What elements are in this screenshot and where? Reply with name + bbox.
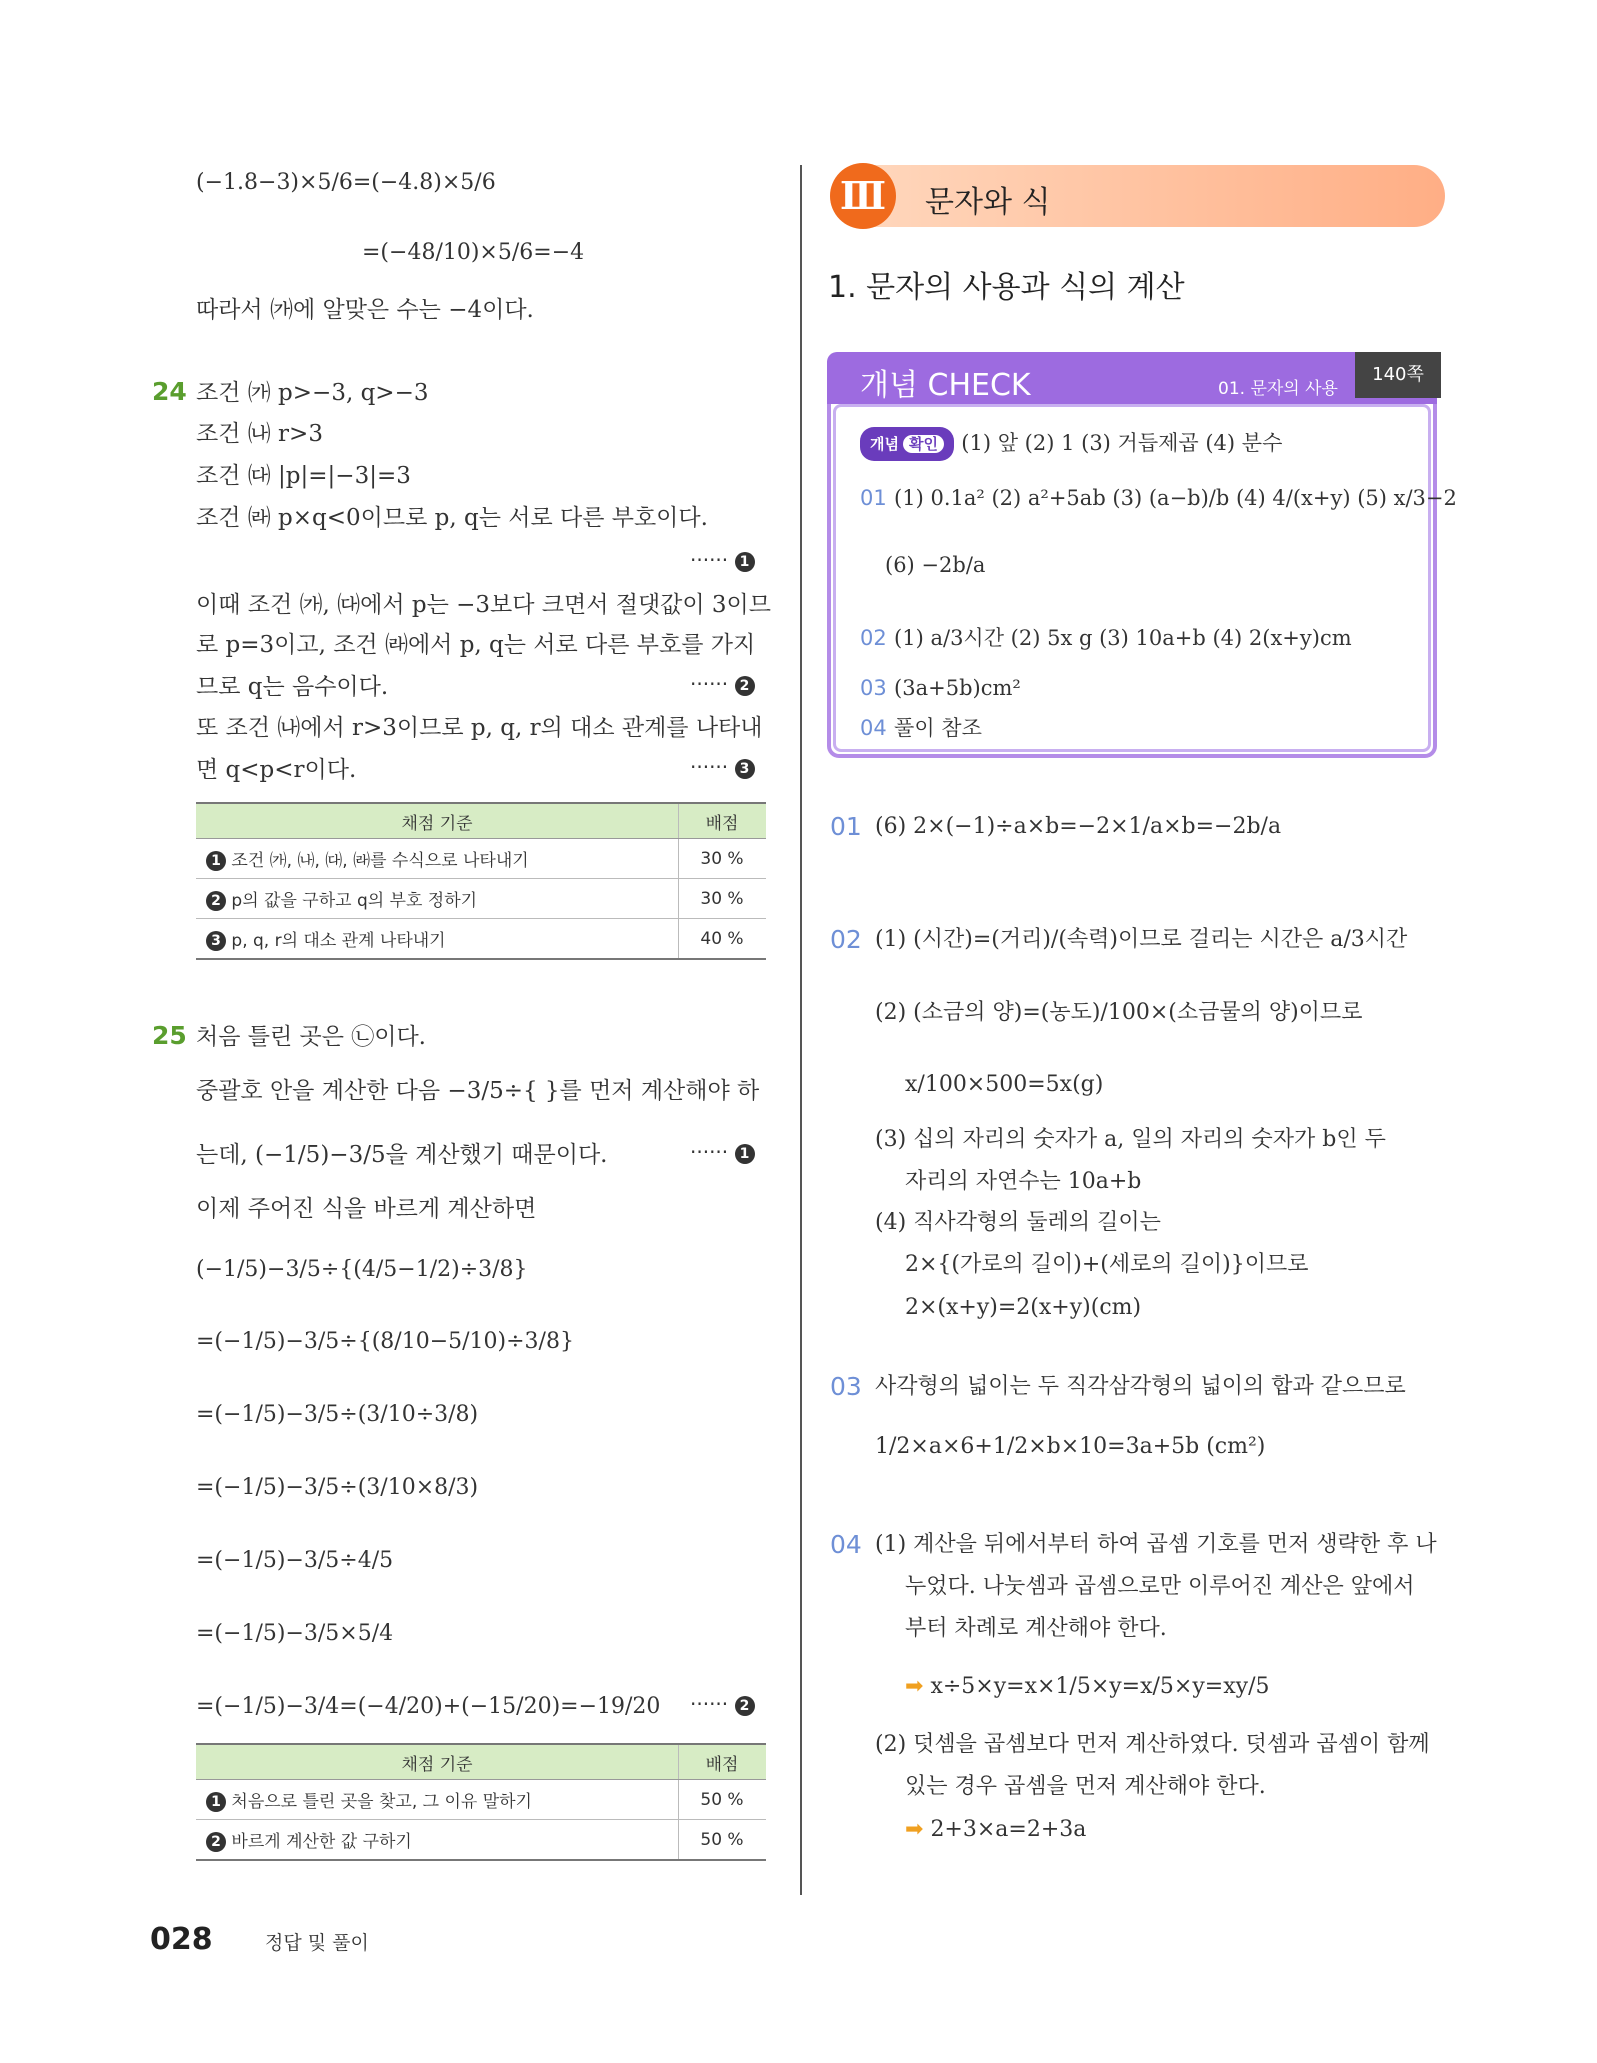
criteria-cell: 1 처음으로 틀린 곳을 찾고, 그 이유 말하기 — [196, 1780, 679, 1820]
score-cell: 50 % — [679, 1780, 767, 1820]
p25-step-7: =(−1/5)−3/4=(−4/20)+(−15/20)=−19/20 — [196, 1694, 661, 1719]
p25-marker-1 — [690, 1140, 755, 1164]
top-equation-1: (−1.8−3)×5/6=(−4.8)×5/6 — [196, 170, 496, 195]
step-marker-1: 1 — [735, 552, 755, 572]
criteria-text: p, q, r의 대소 관계 나타내기 — [231, 931, 446, 951]
p25-step-4: =(−1/5)−3/5÷(3/10×8/3) — [196, 1475, 479, 1500]
criteria-text: 처음으로 틀린 곳을 찾고, 그 이유 말하기 — [231, 1792, 532, 1812]
solution-02-line-2: (2) (소금의 양)=(농도)/100×(소금물의 양)이므로 — [875, 1000, 1363, 1025]
pill-label-b: 확인 — [903, 435, 944, 453]
solution-04-result-1: x÷5×y=x×1/5×y=x/5×y=xy/5 — [930, 1674, 1270, 1699]
arrow-icon: ➡ — [905, 1817, 924, 1842]
table-row — [196, 1820, 766, 1861]
solution-01-number: 01 — [830, 812, 862, 841]
table-row — [196, 1780, 766, 1820]
chapter-badge: Ⅲ — [830, 163, 896, 229]
criteria-text: 조건 ㈎, ㈏, ㈐, ㈑를 수식으로 나타내기 — [231, 851, 529, 871]
p25-step-1: (−1/5)−3/5÷{(4/5−1/2)÷3/8} — [196, 1257, 528, 1282]
concept-confirm-answers: (1) 앞 (2) 1 (3) 거듭제곱 (4) 분수 — [961, 431, 1283, 455]
solution-01-text: (6) 2×(−1)÷a×b=−2×1/a×b=−2b/a — [875, 814, 1282, 839]
p24-marker-1 — [690, 548, 755, 572]
solution-02-number: 02 — [830, 925, 862, 954]
q03-answers: (3a+5b)cm² — [894, 676, 1021, 700]
criteria-header: 채점 기준 — [196, 803, 679, 839]
column-divider — [800, 165, 802, 1895]
p24-line-6: 로 p=3이고, 조건 ㈑에서 p, q는 서로 다른 부호를 가지 — [196, 632, 756, 658]
solution-04-line-6: 있는 경우 곱셈을 먼저 계산해야 한다. — [905, 1774, 1266, 1799]
p25-step-2: =(−1/5)−3/5÷{(8/10−5/10)÷3/8} — [196, 1329, 574, 1354]
criteria-header: 채점 기준 — [196, 1744, 679, 1780]
q01-number: 01 — [860, 486, 887, 510]
problem-25-number: 25 — [152, 1021, 187, 1050]
criteria-cell: 2 바르게 계산한 값 구하기 — [196, 1820, 679, 1861]
arrow-icon: ➡ — [905, 1674, 924, 1699]
p25-intro: 처음 틀린 곳은 ㉡이다. — [196, 1024, 426, 1050]
p25-marker-2 — [690, 1692, 755, 1716]
p25-line-3: 는데, (−1/5)−3/5을 계산했기 때문이다. — [196, 1142, 608, 1168]
solution-03-line-1: 사각형의 넓이는 두 직각삼각형의 넓이의 합과 같으므로 — [875, 1374, 1406, 1399]
chapter-title: 문자와 식 — [925, 185, 1051, 220]
solution-04-line-7 — [905, 1815, 1086, 1845]
score-cell: 30 % — [679, 879, 767, 919]
step-marker-2: 2 — [735, 1696, 755, 1716]
p24-line-7: 므로 q는 음수이다. — [196, 674, 389, 700]
solution-04-line-5: (2) 덧셈을 곱셈보다 먼저 계산하였다. 덧셈과 곱셈이 함께 — [875, 1732, 1430, 1757]
p25-line-4: 이제 주어진 식을 바르게 계산하면 — [196, 1196, 537, 1222]
p25-step-3: =(−1/5)−3/5÷(3/10÷3/8) — [196, 1402, 479, 1427]
p24-line-5: 이때 조건 ㈎, ㈐에서 p는 −3보다 크면서 절댓값이 3이므 — [196, 592, 771, 618]
page-number: 028 — [150, 1922, 213, 1957]
table-header-row — [196, 1744, 766, 1780]
table-row — [196, 919, 766, 960]
q04-number: 04 — [860, 716, 887, 740]
marker-dots: ······ — [690, 548, 729, 572]
footer-label: 정답 및 풀이 — [265, 1932, 369, 1954]
p24-line-8: 또 조건 ㈏에서 r>3이므로 p, q, r의 대소 관계를 나타내 — [196, 715, 763, 741]
p24-line-9: 면 q<p<r이다. — [196, 757, 357, 783]
score-cell: 50 % — [679, 1820, 767, 1861]
problem-24-number: 24 — [152, 377, 187, 406]
q02-answers: (1) a/3시간 (2) 5x g (3) 10a+b (4) 2(x+y)cm — [894, 626, 1352, 650]
table-row — [196, 879, 766, 919]
concept-confirm-pill — [860, 427, 954, 461]
top-conclusion: 따라서 ㈎에 알맞은 수는 −4이다. — [196, 297, 534, 323]
solution-02-line-5: 자리의 자연수는 10a+b — [905, 1169, 1142, 1194]
table-header-row — [196, 803, 766, 839]
p24-line-4: 조건 ㈑ p×q<0이므로 p, q는 서로 다른 부호이다. — [196, 505, 708, 531]
concept-q04-row — [860, 713, 982, 743]
solution-03-line-2: 1/2×a×6+1/2×b×10=3a+5b (cm²) — [875, 1434, 1266, 1459]
p25-step-5: =(−1/5)−3/5÷4/5 — [196, 1548, 394, 1573]
criteria-cell: 2 p의 값을 구하고 q의 부호 정하기 — [196, 879, 679, 919]
marker-dots: ······ — [690, 755, 729, 779]
marker-dots: ······ — [690, 1140, 729, 1164]
chapter-band — [830, 165, 1445, 227]
score-header: 배점 — [679, 1744, 767, 1780]
step-marker-3: 3 — [735, 759, 755, 779]
solution-04-line-4 — [905, 1672, 1269, 1702]
pill-label-a: 개념 — [870, 435, 899, 453]
solution-02-line-4: (3) 십의 자리의 숫자가 a, 일의 자리의 숫자가 b인 두 — [875, 1127, 1386, 1152]
solution-02-line-7: 2×{(가로의 길이)+(세로의 길이)}이므로 — [905, 1252, 1309, 1277]
p24-line-3: 조건 ㈐ |p|=|−3|=3 — [196, 463, 411, 489]
p24-marker-3 — [690, 755, 755, 779]
solution-04-line-2: 누었다. 나눗셈과 곱셈으로만 이루어진 계산은 앞에서 — [905, 1574, 1415, 1599]
solution-04-line-3: 부터 차례로 계산해야 한다. — [905, 1616, 1167, 1641]
p24-line-2: 조건 ㈏ r>3 — [196, 421, 323, 447]
p25-line-2: 중괄호 안을 계산한 다음 −3/5÷{ }를 먼저 계산해야 하 — [196, 1078, 760, 1104]
q04-answers: 풀이 참조 — [894, 716, 982, 740]
criteria-text: p의 값을 구하고 q의 부호 정하기 — [231, 891, 478, 911]
solution-02-line-3: x/100×500=5x(g) — [905, 1072, 1104, 1097]
score-cell: 40 % — [679, 919, 767, 960]
concept-check-subtitle: 01. 문자의 사용 — [1218, 379, 1338, 399]
section-title: 1. 문자의 사용과 식의 계산 — [828, 270, 1185, 305]
solution-02-line-6: (4) 직사각형의 둘레의 길이는 — [875, 1210, 1161, 1235]
p25-step-6: =(−1/5)−3/5×5/4 — [196, 1621, 394, 1646]
top-equation-2: =(−48/10)×5/6=−4 — [362, 240, 585, 265]
solution-04-result-2: 2+3×a=2+3a — [930, 1817, 1087, 1842]
solution-03-number: 03 — [830, 1372, 862, 1401]
p24-grading-table — [196, 802, 766, 960]
concept-confirm-row — [860, 427, 1282, 461]
solution-04-number: 04 — [830, 1530, 862, 1559]
score-header: 배점 — [679, 803, 767, 839]
q03-number: 03 — [860, 676, 887, 700]
q01-answer-6: (6) −2b/a — [885, 553, 986, 577]
p24-line-1: 조건 ㈎ p>−3, q>−3 — [196, 380, 429, 406]
solution-02-line-1: (1) (시간)=(거리)/(속력)이므로 걸리는 시간은 a/3시간 — [875, 927, 1408, 952]
concept-q03-row — [860, 673, 1021, 703]
q02-number: 02 — [860, 626, 887, 650]
p24-marker-2 — [690, 672, 755, 696]
solution-02-line-8: 2×(x+y)=2(x+y)(cm) — [905, 1295, 1142, 1320]
p25-grading-table — [196, 1743, 766, 1861]
concept-q01-row — [860, 483, 1457, 513]
marker-dots: ······ — [690, 1692, 729, 1716]
marker-dots: ······ — [690, 672, 729, 696]
q01-answers: (1) 0.1a² (2) a²+5ab (3) (a−b)/b (4) 4/(x+y) (5) x/3−2 — [894, 486, 1457, 510]
solution-04-line-1: (1) 계산을 뒤에서부터 하여 곱셈 기호를 먼저 생략한 후 나 — [875, 1532, 1437, 1557]
score-cell: 30 % — [679, 839, 767, 879]
criteria-text: 바르게 계산한 값 구하기 — [231, 1832, 412, 1852]
criteria-cell: 1 조건 ㈎, ㈏, ㈐, ㈑를 수식으로 나타내기 — [196, 839, 679, 879]
concept-check-title: 개념 CHECK — [860, 368, 1031, 403]
concept-check-page-tag: 140쪽 — [1355, 352, 1441, 398]
step-marker-1: 1 — [735, 1144, 755, 1164]
concept-q02-row — [860, 623, 1352, 653]
table-row — [196, 839, 766, 879]
step-marker-2: 2 — [735, 676, 755, 696]
criteria-cell: 3 p, q, r의 대소 관계 나타내기 — [196, 919, 679, 960]
